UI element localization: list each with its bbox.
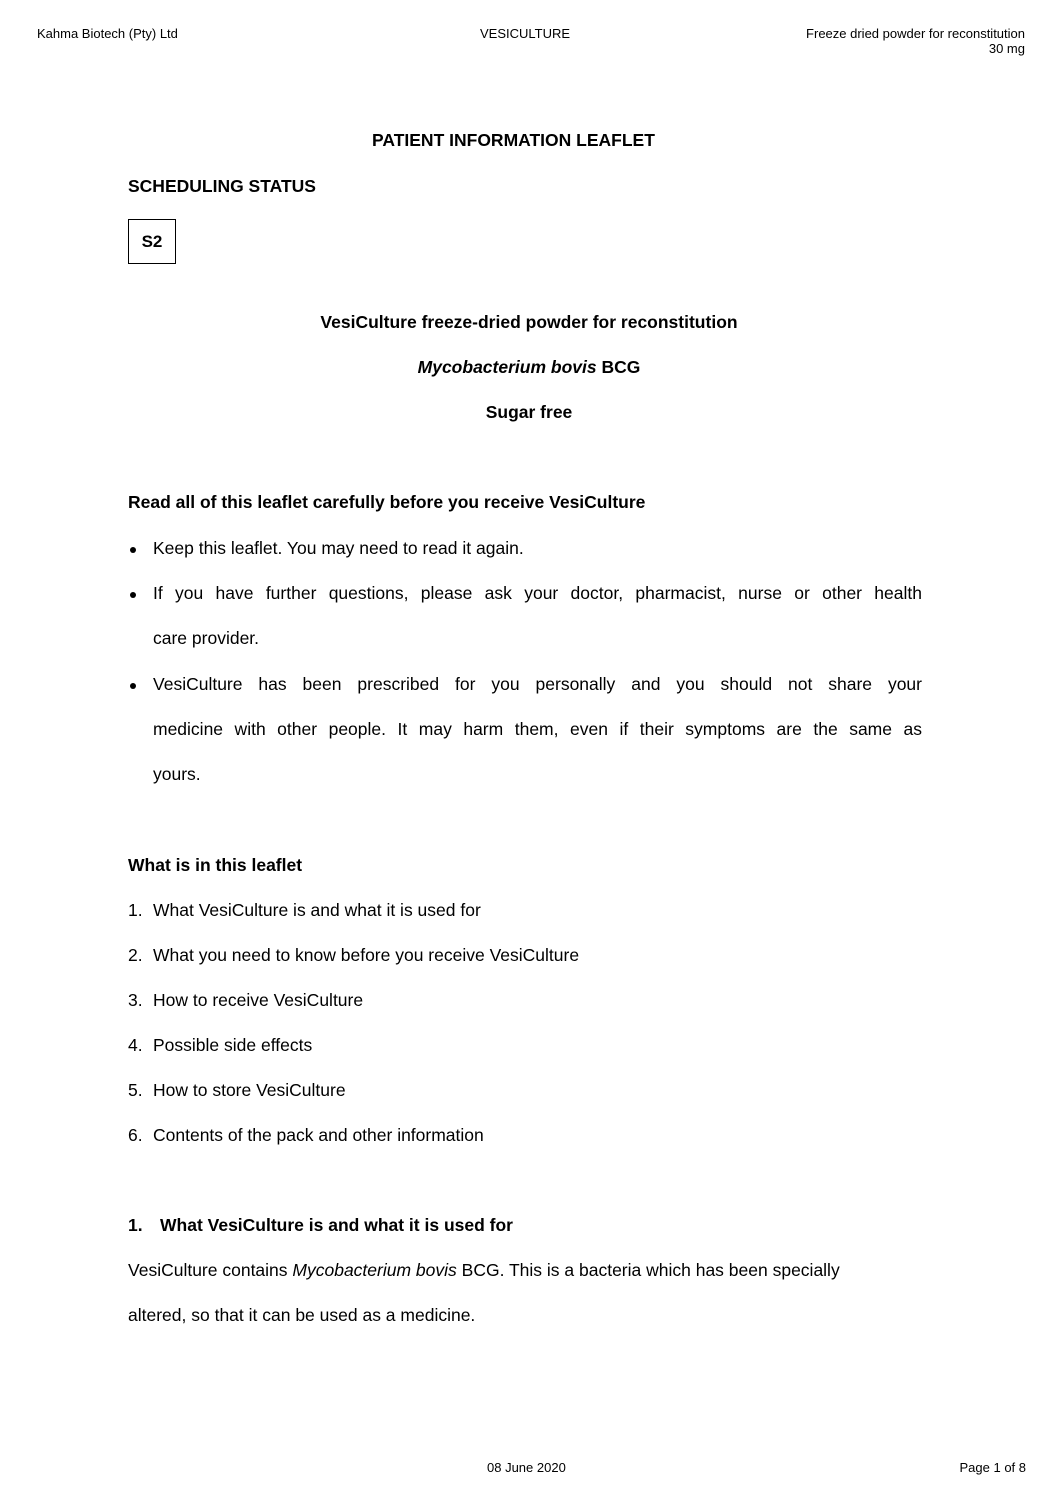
read-heading: Read all of this leaflet carefully before you receive VesiCulture xyxy=(128,492,646,512)
contents-num: 6. xyxy=(128,1125,143,1145)
contents-heading: What is in this leaflet xyxy=(128,855,303,875)
contents-num: 2. xyxy=(128,945,143,965)
contents-item: What VesiCulture is and what it is used for xyxy=(153,900,481,920)
bullet-2-line-1: If you have further questions, please ask your doctor, pharmacist, nurse or other health xyxy=(153,583,922,603)
contents-num: 4. xyxy=(128,1035,143,1055)
bullet-icon xyxy=(130,547,136,553)
bullet-icon xyxy=(130,592,136,598)
bullet-icon xyxy=(130,683,136,689)
page-title: PATIENT INFORMATION LEAFLET xyxy=(372,130,655,150)
scheduling-heading: SCHEDULING STATUS xyxy=(128,176,316,196)
scheduling-status-badge xyxy=(128,219,176,264)
header-form xyxy=(806,26,1025,56)
organism-suffix: BCG xyxy=(596,357,641,377)
contents-num: 3. xyxy=(128,990,143,1010)
header-product: VESICULTURE xyxy=(480,26,571,41)
contents-item: Possible side effects xyxy=(153,1035,313,1055)
contents-item: How to store VesiCulture xyxy=(153,1080,346,1100)
bullet-2-line-2: care provider. xyxy=(153,628,260,648)
footer-date: 08 June 2020 xyxy=(487,1460,566,1475)
contents-item: Contents of the pack and other information xyxy=(153,1125,484,1145)
p-pre: VesiCulture contains xyxy=(128,1260,293,1280)
footer-page-number: Page 1 of 8 xyxy=(959,1460,1026,1475)
bullet-1-line-1: Keep this leaflet. You may need to read it again. xyxy=(153,538,524,558)
contents-num: 1. xyxy=(128,900,143,920)
p-post: BCG. This is a bacteria which has been specially xyxy=(456,1260,840,1280)
product-organism xyxy=(0,357,1058,378)
bullet-3-line-2: medicine with other people. It may harm them, even if their symptoms are the same as xyxy=(153,719,922,739)
section-1-paragraph-line-2: altered, so that it can be used as a medicine. xyxy=(128,1305,476,1325)
bullet-3-line-3: yours. xyxy=(153,764,201,784)
header-company: Kahma Biotech (Pty) Ltd xyxy=(37,26,178,41)
p-italic: Mycobacterium bovis xyxy=(292,1260,457,1280)
organism-italic: Mycobacterium bovis xyxy=(417,357,597,377)
scheduling-status-value: S2 xyxy=(141,231,163,251)
product-name: VesiCulture freeze-dried powder for reconstitution xyxy=(320,312,738,332)
contents-item: How to receive VesiCulture xyxy=(153,990,364,1010)
section-1-heading: What VesiCulture is and what it is used for xyxy=(160,1215,513,1235)
contents-num: 5. xyxy=(128,1080,143,1100)
header-form-line2: 30 mg xyxy=(988,41,1025,56)
section-1-paragraph-line-1 xyxy=(128,1260,840,1281)
sugar-free-label: Sugar free xyxy=(485,402,573,422)
bullet-3-line-1: VesiCulture has been prescribed for you personally and you should not share your xyxy=(153,674,922,694)
contents-item: What you need to know before you receive VesiCulture xyxy=(153,945,580,965)
section-1-num: 1. xyxy=(128,1215,143,1235)
header-form-line1: Freeze dried powder for reconstitution xyxy=(806,26,1025,41)
